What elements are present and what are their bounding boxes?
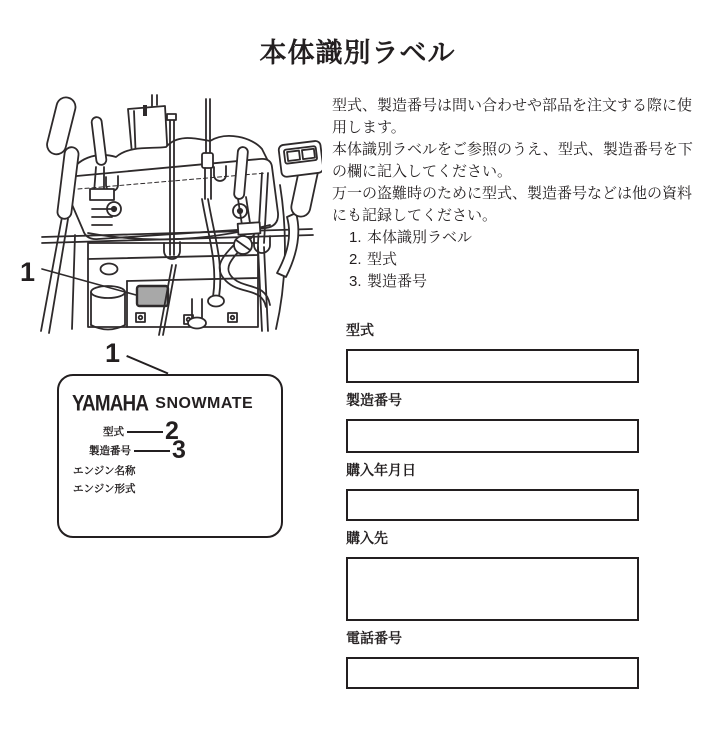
legend-label: 本体識別ラベル [367,229,473,246]
yamaha-logo: YAMAHA [72,390,149,416]
svg-text:1: 1 [20,257,36,287]
text-column [332,95,710,697]
record-form [346,321,710,689]
id-label-diagram [57,374,283,538]
snowmate-logo: SNOWMATE [155,395,254,412]
legend-num: 2. [349,251,362,268]
purchase-date-field-box [346,489,639,521]
phone-field-box [346,657,639,689]
model-field-box [346,349,639,383]
idlabel-callout-line [126,355,168,374]
callout-line [127,431,163,433]
intro-paragraph-1: 型式、製造番号は問い合わせや部品を注文する際に使用します。 [332,97,693,136]
legend-item [349,227,710,249]
legend-num: 1. [349,229,362,246]
serial-label-plate [137,286,168,306]
engine-name-label: エンジン名称 [73,465,136,477]
legend-item [349,271,710,293]
callout-3: 3 [172,436,186,464]
legend-label: 製造番号 [367,273,428,290]
engine-model-label: エンジン形式 [73,483,136,495]
dealer-field-label: 購入先 [346,530,388,546]
callout-2: 2 [165,417,179,445]
legend-label: 型式 [367,251,398,268]
dealer-field-box [346,557,639,621]
serial-field-box [346,419,639,453]
left-cables [41,217,75,333]
serial-field-label: 製造番号 [346,392,402,408]
legend-item [349,249,710,271]
figure-legend [332,227,710,293]
model-field-label: 型式 [346,322,374,338]
label-model-key: 型式 [103,426,124,438]
legend-num: 3. [349,273,362,290]
snowblower-figure [12,85,322,351]
phone-field-label: 電話番号 [346,630,402,646]
page-title: 本体識別ラベル [259,38,456,68]
brand-row [72,389,253,416]
intro-paragraph-3: 万一の盗難時のために型式、製造番号などは他の資料にも記録してください。 [332,185,693,224]
label-serial-row [89,438,186,463]
idlabel-callout-1: 1 [105,338,121,368]
control-box [278,140,322,177]
purchase-date-field-label: 購入年月日 [346,462,416,478]
intro-paragraph-2: 本体識別ラベルをご参照のうえ、型式、製造番号を下の欄に記入してください。 [332,141,693,180]
label-serial-key: 製造番号 [89,445,131,457]
callout-line [134,450,170,452]
